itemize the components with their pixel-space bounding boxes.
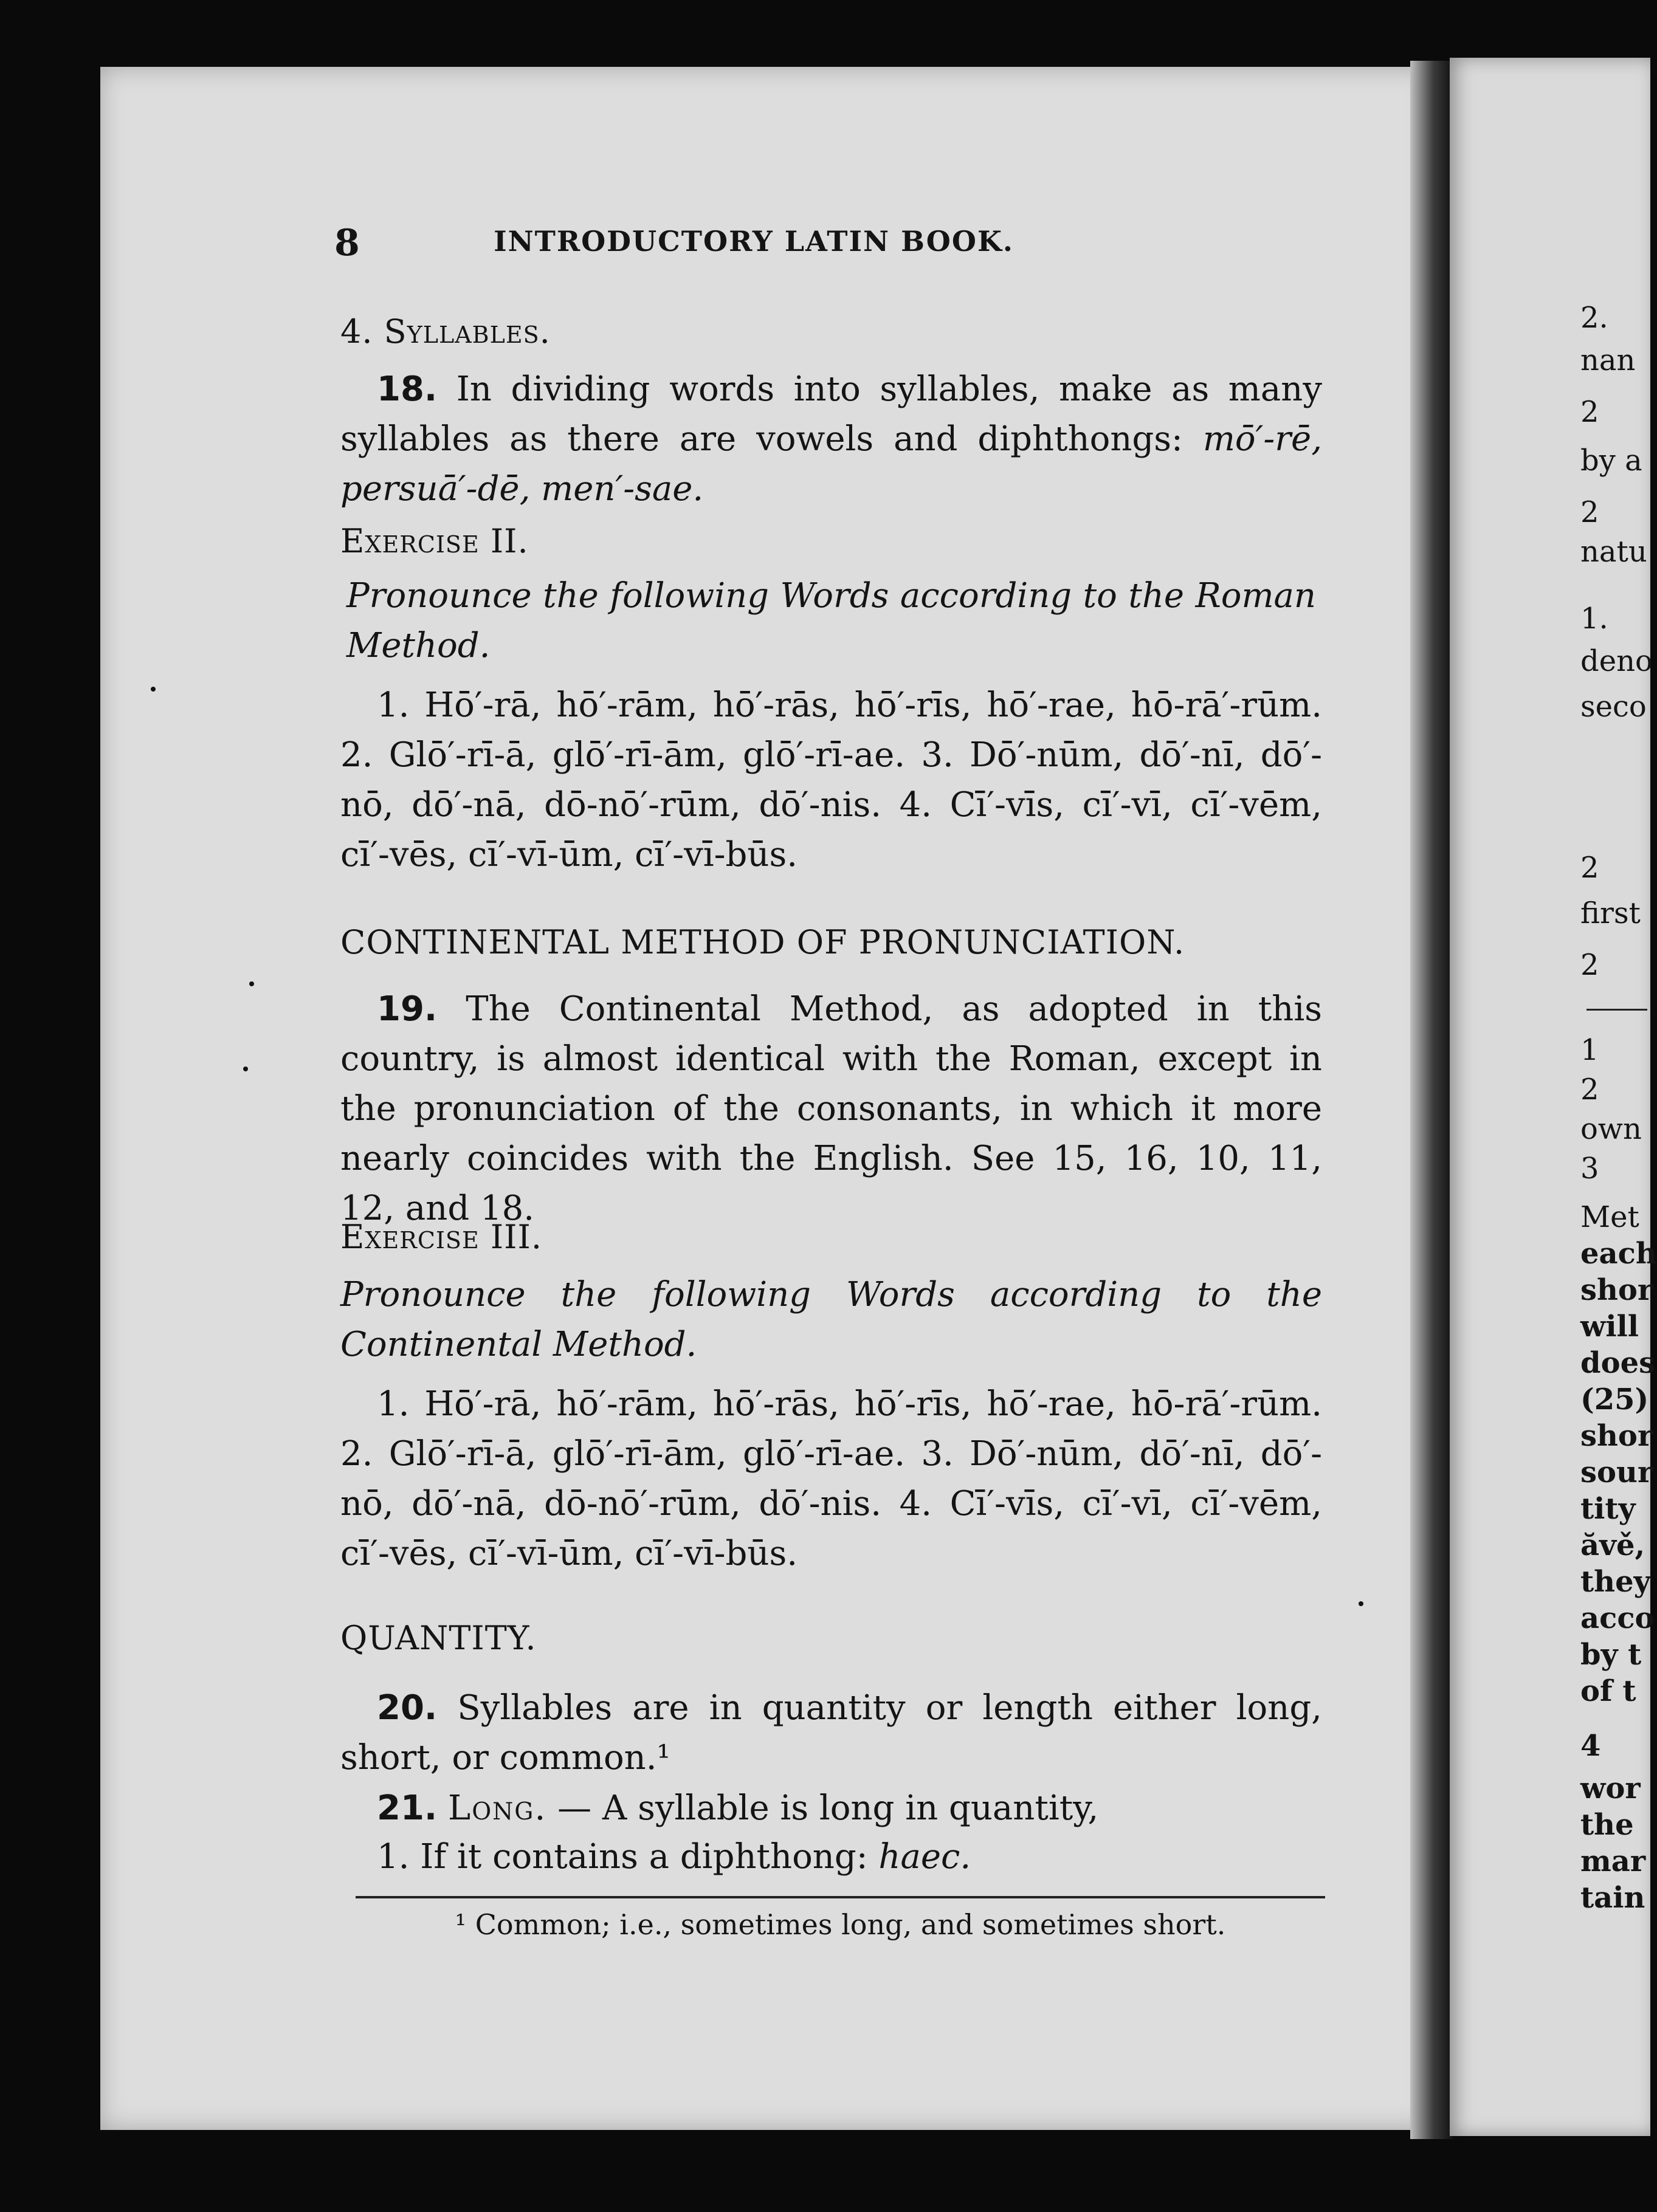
facing-page-line: 2 bbox=[1580, 1073, 1599, 1107]
facing-page-line: of t bbox=[1580, 1674, 1636, 1708]
facing-page-line: 2 bbox=[1580, 948, 1599, 982]
paragraph-number: 21. bbox=[377, 1788, 438, 1828]
facing-page-line: does bbox=[1580, 1346, 1656, 1380]
exercise-3-instruction: Pronounce the following Words according to the Continental Method. bbox=[340, 1275, 1322, 1364]
section-heading-syllables: 4. Syllables. bbox=[340, 312, 551, 351]
paragraph-text: — A syllable is long in quantity, bbox=[557, 1788, 1099, 1828]
speck bbox=[1359, 1601, 1363, 1606]
facing-page-line: sour bbox=[1580, 1455, 1653, 1489]
facing-page-line: each bbox=[1580, 1237, 1657, 1271]
paragraph-18 bbox=[340, 365, 1322, 514]
facing-page-line: 2 bbox=[1580, 851, 1599, 885]
facing-page-line: by t bbox=[1580, 1638, 1642, 1672]
quantity-heading: QUANTITY. bbox=[340, 1619, 537, 1657]
paragraph-text: In dividing words into syllables, make as many syllables as there are vowels and diphthongs: bbox=[340, 369, 1322, 459]
facing-page-line: 4 bbox=[1580, 1729, 1601, 1763]
facing-page-line: ăvě, bbox=[1580, 1528, 1645, 1562]
paragraph-number: 19. bbox=[377, 989, 438, 1029]
list-item-text: 1. If it contains a diphthong: bbox=[377, 1837, 868, 1877]
facing-page-line: first bbox=[1580, 896, 1641, 930]
facing-page-line: 2. bbox=[1580, 301, 1608, 335]
paragraph-number: 20. bbox=[377, 1688, 438, 1728]
speck bbox=[249, 981, 254, 986]
exercise-2-body: 1. Hō′-rā, hō′-rām, hō′-rās, hō′-rīs, hō′-rae, hō-rā′-rūm. 2. Glō′-rī-ā, glō′-rī-ām, glō′-rī-ae. 3. Dō′-nūm, dō′-nī, dō′-nō, dō′-nā, dō-nō′-rūm, dō′-nis. 4. Cī′-vīs, cī′-vī, cī′-vēm, cī′-vēs, cī′-vī-ūm, cī′-vī-būs. bbox=[340, 685, 1322, 874]
facing-page-line: 3 bbox=[1580, 1152, 1599, 1186]
facing-page-line: (25) bbox=[1580, 1382, 1649, 1417]
footnote-rule bbox=[356, 1896, 1325, 1898]
facing-page-line: by a bbox=[1580, 444, 1642, 478]
list-item-1 bbox=[340, 1832, 1322, 1882]
exercise-2-heading: Exercise II. bbox=[340, 522, 529, 560]
facing-page-line: 2 bbox=[1580, 495, 1599, 529]
facing-page-line: will bbox=[1580, 1310, 1639, 1344]
continental-heading: CONTINENTAL METHOD OF PRONUNCIATION. bbox=[340, 923, 1185, 961]
speck bbox=[243, 1066, 248, 1071]
facing-page-line: seco bbox=[1580, 690, 1647, 724]
facing-page-line: nan bbox=[1580, 343, 1636, 377]
facing-page-line: tain bbox=[1580, 1881, 1645, 1915]
exercise-2-instruction: Pronounce the following Words according to the Roman Method. bbox=[346, 576, 1316, 665]
paragraph-text: Syllables are in quantity or length either long, short, or common.¹ bbox=[340, 1688, 1322, 1777]
paragraph-19 bbox=[340, 984, 1322, 1234]
facing-page-line: natu bbox=[1580, 535, 1647, 569]
paragraph-text: The Continental Method, as adopted in this country, is almost identical with the Roman, except in the pronunciation of the consonants, in which it more nearly coincides with the English. See 15, 16, 10, 11, 12, and 18. bbox=[340, 989, 1322, 1228]
facing-page-line: 2 bbox=[1580, 395, 1599, 429]
facing-page-line: own bbox=[1580, 1112, 1642, 1146]
paragraph-21 bbox=[340, 1784, 1322, 1833]
facing-page-line: mar bbox=[1580, 1844, 1646, 1878]
book-gutter bbox=[1410, 61, 1453, 2139]
facing-page-line: 1 bbox=[1580, 1033, 1599, 1067]
page-number: 8 bbox=[334, 222, 360, 264]
facing-page-line: wor bbox=[1580, 1771, 1641, 1805]
speck bbox=[151, 687, 156, 692]
facing-page-line: shor bbox=[1580, 1419, 1653, 1453]
running-title: INTRODUCTORY LATIN BOOK. bbox=[494, 225, 1014, 258]
footnote: ¹ Common; i.e., sometimes long, and sometimes short. bbox=[455, 1908, 1226, 1941]
exercise-3-heading: Exercise III. bbox=[340, 1218, 543, 1256]
paragraph-examples: mō′-rē, persuā′-dē, men′-sae. bbox=[340, 419, 1322, 509]
exercise-3-body: 1. Hō′-rā, hō′-rām, hō′-rās, hō′-rīs, hō′-rae, hō-rā′-rūm. 2. Glō′-rī-ā, glō′-rī-ām, glō′-rī-ae. 3. Dō′-nūm, dō′-nī, dō′-nō, dō′-nā, dō-nō′-rūm, dō′-nis. 4. Cī′-vīs, cī′-vī, cī′-vēm, cī′-vēs, cī′-vī-ūm, cī′-vī-būs. bbox=[340, 1384, 1322, 1573]
facing-page-line: they bbox=[1580, 1565, 1651, 1599]
facing-page-line: 1. bbox=[1580, 602, 1608, 636]
facing-page-line: deno bbox=[1580, 644, 1653, 678]
facing-page-line: the bbox=[1580, 1808, 1634, 1842]
facing-page-rule bbox=[1586, 1009, 1647, 1011]
paragraph-20 bbox=[340, 1683, 1322, 1783]
facing-page-line: shor bbox=[1580, 1273, 1653, 1307]
list-item-example: haec. bbox=[878, 1837, 971, 1877]
facing-page-line: tity bbox=[1580, 1492, 1636, 1526]
paragraph-number: 18. bbox=[377, 369, 438, 409]
facing-page-line: Met bbox=[1580, 1200, 1639, 1234]
paragraph-label: Long. bbox=[448, 1788, 547, 1828]
facing-page-line: acco bbox=[1580, 1601, 1655, 1635]
